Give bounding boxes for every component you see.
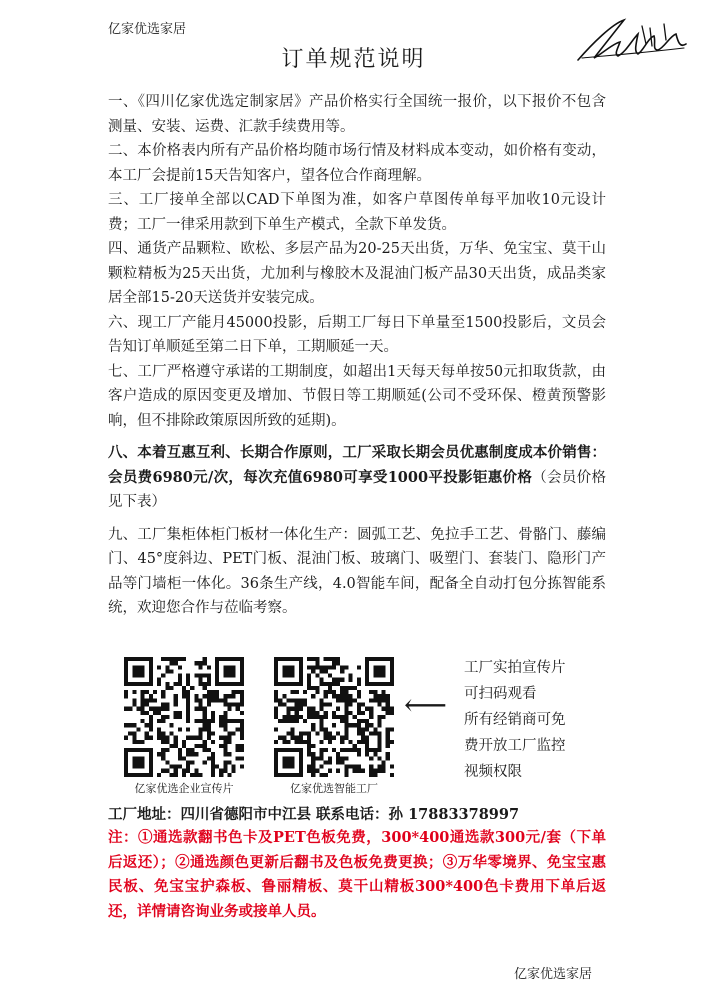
paragraph-9: 九、工厂集柜体柜门板材一体化生产：圆弧工艺、免拉手工艺、骨骼门、藤编门、45°度斜边、PET门板、混油门板、玻璃门、吸塑门、套装门、隐形门产品等门墙柜一体化。36条生产线，4.0智能车间，配备全自动打包分拣智能系统，欢迎您合作与莅临考察。 bbox=[108, 526, 606, 616]
member-price-note: （会员价格见下表） bbox=[108, 469, 606, 510]
qr-note-line: 所有经销商可免 bbox=[464, 712, 566, 728]
qr-note-line: 可扫码观看 bbox=[464, 686, 537, 702]
qr-section bbox=[120, 655, 620, 805]
arrow-left-icon: ⟵ bbox=[404, 688, 448, 723]
footer-brand: 亿家优选家居 bbox=[514, 967, 593, 982]
page-title: 订单规范说明 bbox=[281, 47, 426, 72]
qr-code-icon bbox=[274, 657, 394, 777]
qr-note-line: 视频权限 bbox=[464, 764, 522, 780]
notice-text: 注：①通选款翻书色卡及PET色板免费，300*400通选款300元/套（下单后返还）；②通选颜色更新后翻书及色板免费更换；③万华零境界、免宝宝惠民板、免宝宝护森板、鲁丽精板、莫干山精板300*400色卡费用下单后返还，详情请咨询业务或接单人员。 bbox=[108, 829, 606, 920]
qr-code-icon bbox=[124, 657, 244, 777]
qr-code-smart-factory[interactable] bbox=[274, 657, 394, 777]
paragraph-8 bbox=[108, 441, 606, 515]
member-offer-text: 八、本着互惠互利、长期合作原则，工厂采取长期会员优惠制度成本价销售：会员费6980元/次，每次充值6980可享受1000平投影钜惠价格 bbox=[108, 444, 606, 486]
qr-note-line: 工厂实拍宣传片 bbox=[464, 660, 566, 676]
factory-address: 工厂地址：四川省德阳市中江县 联系电话：孙 17883378997 bbox=[108, 806, 520, 823]
paragraph-2: 二、本价格表内所有产品价格均随市场行情及材料成本变动，如价格有变动，本工厂会提前15天告知客户，望各位合作商理解。 bbox=[108, 143, 606, 184]
paragraph-7: 七、工厂严格遵守承诺的工期制度，如超出1天每天每单按50元扣取货款，由客户造成的原因变更及增加、节假日等工期顺延(公司不受环保、橙黄预警影响，但不排除政策原因所致的延期)。 bbox=[108, 363, 606, 429]
paragraph-1: 一、《四川亿家优选定制家居》产品价格实行全国统一报价，以下报价不包含测量、安装、运费、汇款手续费用等。 bbox=[108, 94, 606, 135]
terms-body bbox=[108, 90, 606, 621]
qr-caption-factory: 亿家优选智能工厂 bbox=[290, 782, 378, 795]
qr-note bbox=[464, 655, 566, 785]
paragraph-4: 四、通货产品颗粒、欧松、多层产品为20-25天出货，万华、免宝宝、莫干山颗粒精板为25天出货，尤加利与橡胶木及混油门板产品30天出货，成品类家居全部15-20天送货并安装完成。 bbox=[108, 241, 606, 306]
paragraph-3: 三、工厂接单全部以CAD下单图为准，如客户草图传单每平加收10元设计费；工厂一律采用款到下单生产模式，全款下单发货。 bbox=[108, 192, 606, 233]
qr-note-line: 费开放工厂监控 bbox=[464, 738, 566, 754]
header-brand: 亿家优选家居 bbox=[108, 22, 187, 37]
qr-caption-promo: 亿家优选企业宣传片 bbox=[134, 782, 234, 795]
qr-code-promo-video[interactable] bbox=[124, 657, 244, 777]
paragraph-6: 六、现工厂产能月45000投影，后期工厂每日下单量至1500投影后，文员会告知订单顺延至第二日下单，工期顺延一天。 bbox=[108, 314, 606, 355]
